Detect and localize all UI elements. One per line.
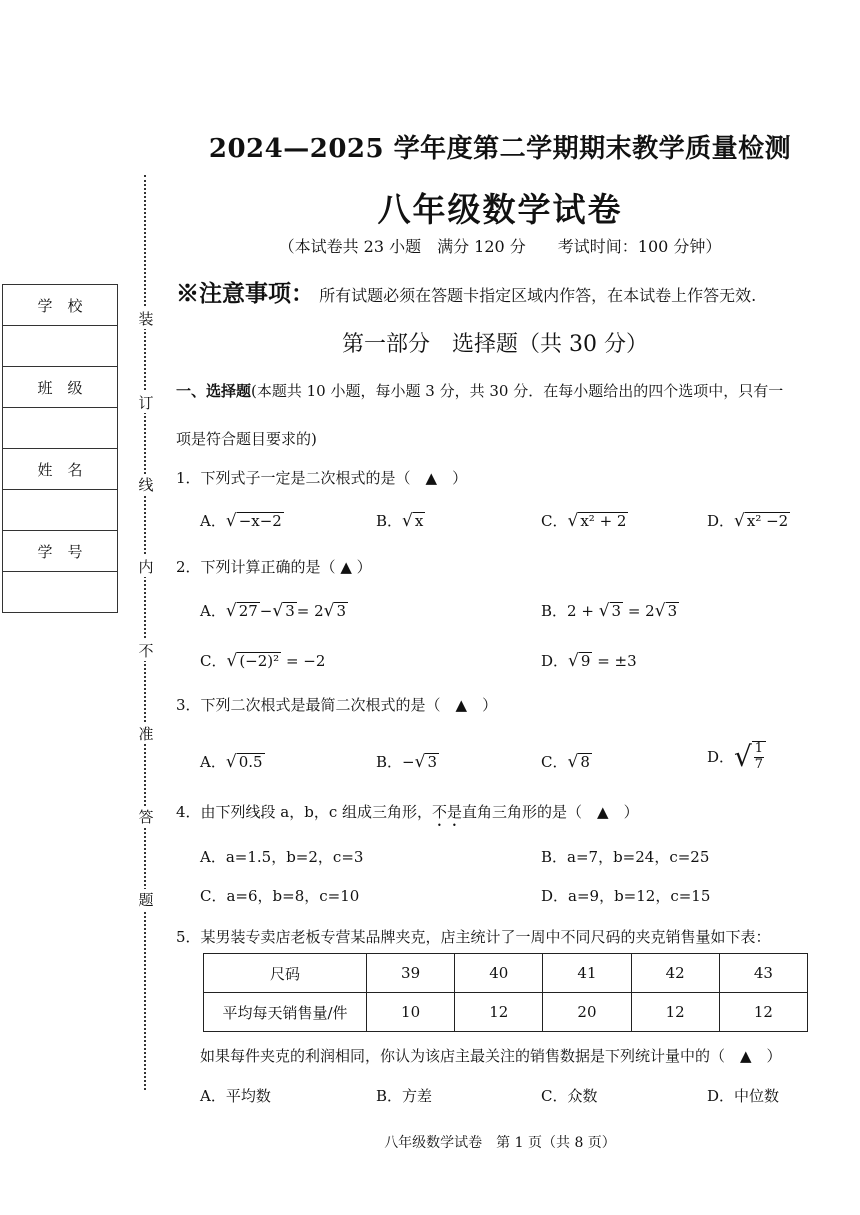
q1-option-a[interactable] xyxy=(200,510,284,531)
q2-option-c[interactable] xyxy=(200,650,325,671)
table-header-cell: 41 xyxy=(543,954,631,993)
radicand: (−2)² xyxy=(239,652,280,670)
binding-char: 内 xyxy=(136,556,156,577)
equals-part: = 2 xyxy=(623,602,655,620)
q5-option-d[interactable]: D．中位数 xyxy=(707,1087,780,1105)
sqrt-sign: √ xyxy=(225,752,237,772)
page-footer: 八年级数学试卷 第 1 页（共 8 页） xyxy=(384,1135,616,1151)
option-letter: B． xyxy=(541,602,568,620)
table-cell: 12 xyxy=(455,993,543,1032)
table-row xyxy=(204,954,808,993)
q4-option-a[interactable]: A．a=1.5，b=2，c=3 xyxy=(200,848,364,866)
radicand: x² −2 xyxy=(746,512,789,530)
denominator: 7 xyxy=(754,756,764,772)
exam-info: （本试卷共 23 小题 满分 120 分 考试时间：100 分钟） xyxy=(278,237,722,256)
q2-option-d[interactable] xyxy=(541,650,637,671)
stem-post: 直角三角形的是（ ▲ ） xyxy=(462,803,639,821)
option-letter: D． xyxy=(541,652,569,670)
q1-option-c[interactable] xyxy=(541,510,628,531)
sqrt-sign: √ xyxy=(567,511,579,531)
sqrt-sign: √ xyxy=(402,511,413,531)
equals-part: = −2 xyxy=(281,652,326,670)
numerator: 1 xyxy=(754,741,764,757)
q5-option-c[interactable]: C．众数 xyxy=(541,1087,598,1105)
table-header-cell: 42 xyxy=(631,954,719,993)
sqrt-sign: √ xyxy=(568,651,579,671)
q4-option-b[interactable]: B．a=7，b=24，c=25 xyxy=(541,848,710,866)
sqrt-sign: √ xyxy=(225,601,237,621)
table-cell: 12 xyxy=(631,993,719,1032)
section-intro xyxy=(176,381,836,403)
q3-option-d[interactable] xyxy=(707,740,766,773)
table-cell: 平均每天销售量/件 xyxy=(204,993,367,1032)
radicand: 27 xyxy=(238,602,258,620)
table-header-cell: 尺码 xyxy=(204,954,367,993)
binding-char: 线 xyxy=(136,474,156,495)
option-letter: A． xyxy=(200,512,226,530)
radicand: 3 xyxy=(427,753,437,771)
q4-option-c[interactable]: C．a=6，b=8，c=10 xyxy=(200,887,360,905)
option-letter: A． xyxy=(200,753,226,771)
prefix: − xyxy=(402,753,415,771)
q3-option-a[interactable] xyxy=(200,751,265,772)
table-cell: 20 xyxy=(543,993,631,1032)
sqrt-sign: √ xyxy=(567,752,579,772)
q2-option-a[interactable] xyxy=(200,600,348,621)
radicand: 3 xyxy=(667,602,678,620)
binding-char: 答 xyxy=(136,806,156,827)
notice-label: ※注意事项： xyxy=(176,280,314,307)
binding-char: 不 xyxy=(136,640,156,661)
section-label: 一、选择题 xyxy=(176,382,252,400)
table-cell: 12 xyxy=(719,993,807,1032)
sqrt-sign: √ xyxy=(272,601,284,621)
radicand: x² + 2 xyxy=(580,512,627,530)
sqrt-sign: √ xyxy=(226,651,238,671)
q5-option-b[interactable]: B．方差 xyxy=(376,1087,433,1105)
stem-emphasis: 不是 xyxy=(432,803,463,821)
table-header-cell: 39 xyxy=(367,954,455,993)
name-label: 姓 名 xyxy=(3,449,117,490)
sqrt-sign: √ xyxy=(323,601,335,621)
exam-header-title: 2024—2025 学年度第二学期期末教学质量检测 xyxy=(208,134,792,164)
question-1-stem: 1．下列式子一定是二次根式的是（ ▲ ） xyxy=(176,469,468,487)
stem-pre: 4．由下列线段 a，b，c 组成三角形， xyxy=(176,803,433,821)
q4-option-d[interactable]: D．a=9，b=12，c=15 xyxy=(541,887,711,905)
option-letter: C． xyxy=(541,753,568,771)
binding-char: 题 xyxy=(136,889,156,910)
binding-char: 装 xyxy=(136,308,156,329)
equals-part: = ±3 xyxy=(592,652,637,670)
q1-option-d[interactable] xyxy=(707,510,790,531)
option-letter: B． xyxy=(376,753,403,771)
exam-subject-title: 八年级数学试卷 xyxy=(377,190,623,229)
binding-char: 准 xyxy=(136,723,156,744)
radicand: x xyxy=(414,512,424,530)
class-label: 班 级 xyxy=(3,367,117,408)
question-5-stem: 5．某男装专卖店老板专营某品牌夹克，店主统计了一周中不同尺码的夹克销售量如下表： xyxy=(176,928,771,946)
sqrt-sign: √ xyxy=(598,601,610,621)
option-letter: D． xyxy=(707,512,735,530)
sqrt-sign: √ xyxy=(734,740,752,773)
question-3-stem: 3．下列二次根式是最简二次根式的是（ ▲ ） xyxy=(176,696,498,714)
table-header-cell: 40 xyxy=(455,954,543,993)
question-5-question: 如果每件夹克的利润相同，你认为该店主最关注的销售数据是下列统计量中的（ ▲ ） xyxy=(200,1047,782,1065)
notice xyxy=(176,275,756,308)
q2-option-b[interactable] xyxy=(541,600,679,621)
fraction xyxy=(752,741,766,772)
section-desc: (本题共 10 小题，每小题 3 分，共 30 分．在每小题给出的四个选项中，只有一 xyxy=(251,382,784,400)
radicand: 3 xyxy=(285,602,295,620)
binding-char: 订 xyxy=(136,392,156,413)
option-letter: C． xyxy=(200,652,227,670)
table-row xyxy=(204,993,808,1032)
prefix: 2 + xyxy=(567,602,599,620)
radicand: 3 xyxy=(336,602,347,620)
question-2-stem: 2．下列计算正确的是（ ▲ ） xyxy=(176,558,372,576)
notice-text: 所有试题必须在答题卡指定区域内作答，在本试卷上作答无效. xyxy=(319,286,757,305)
radicand: 9 xyxy=(580,652,591,670)
operator: − xyxy=(259,602,273,620)
equals-part: = 2 xyxy=(296,602,324,620)
school-label: 学 校 xyxy=(3,285,117,326)
section-desc-cont: 项是符合题目要求的) xyxy=(176,430,317,448)
q3-option-b[interactable] xyxy=(376,751,439,772)
student-id-field[interactable] xyxy=(3,572,117,612)
sqrt-sign: √ xyxy=(734,511,745,531)
q5-option-a[interactable]: A．平均数 xyxy=(200,1087,271,1105)
q3-option-c[interactable] xyxy=(541,751,592,772)
option-letter: D． xyxy=(707,748,735,766)
part-title: 第一部分 选择题（共 30 分） xyxy=(342,332,648,357)
radicand: 3 xyxy=(611,602,622,620)
option-letter: A． xyxy=(200,602,226,620)
sqrt-sign: √ xyxy=(654,601,666,621)
name-field[interactable] xyxy=(3,490,117,531)
class-field[interactable] xyxy=(3,408,117,449)
option-letter: C． xyxy=(541,512,568,530)
question-4-stem xyxy=(176,801,639,830)
sqrt-sign: √ xyxy=(225,511,237,531)
radicand: 8 xyxy=(580,753,590,771)
option-letter: B． xyxy=(376,512,403,530)
q1-option-b[interactable] xyxy=(376,510,425,531)
sales-table xyxy=(203,953,808,1032)
sqrt-sign: √ xyxy=(414,752,426,772)
table-header-cell: 43 xyxy=(719,954,807,993)
radicand: −x−2 xyxy=(238,512,282,530)
student-id-label: 学 号 xyxy=(3,531,117,572)
radicand: 0.5 xyxy=(238,753,263,771)
table-cell: 10 xyxy=(367,993,455,1032)
